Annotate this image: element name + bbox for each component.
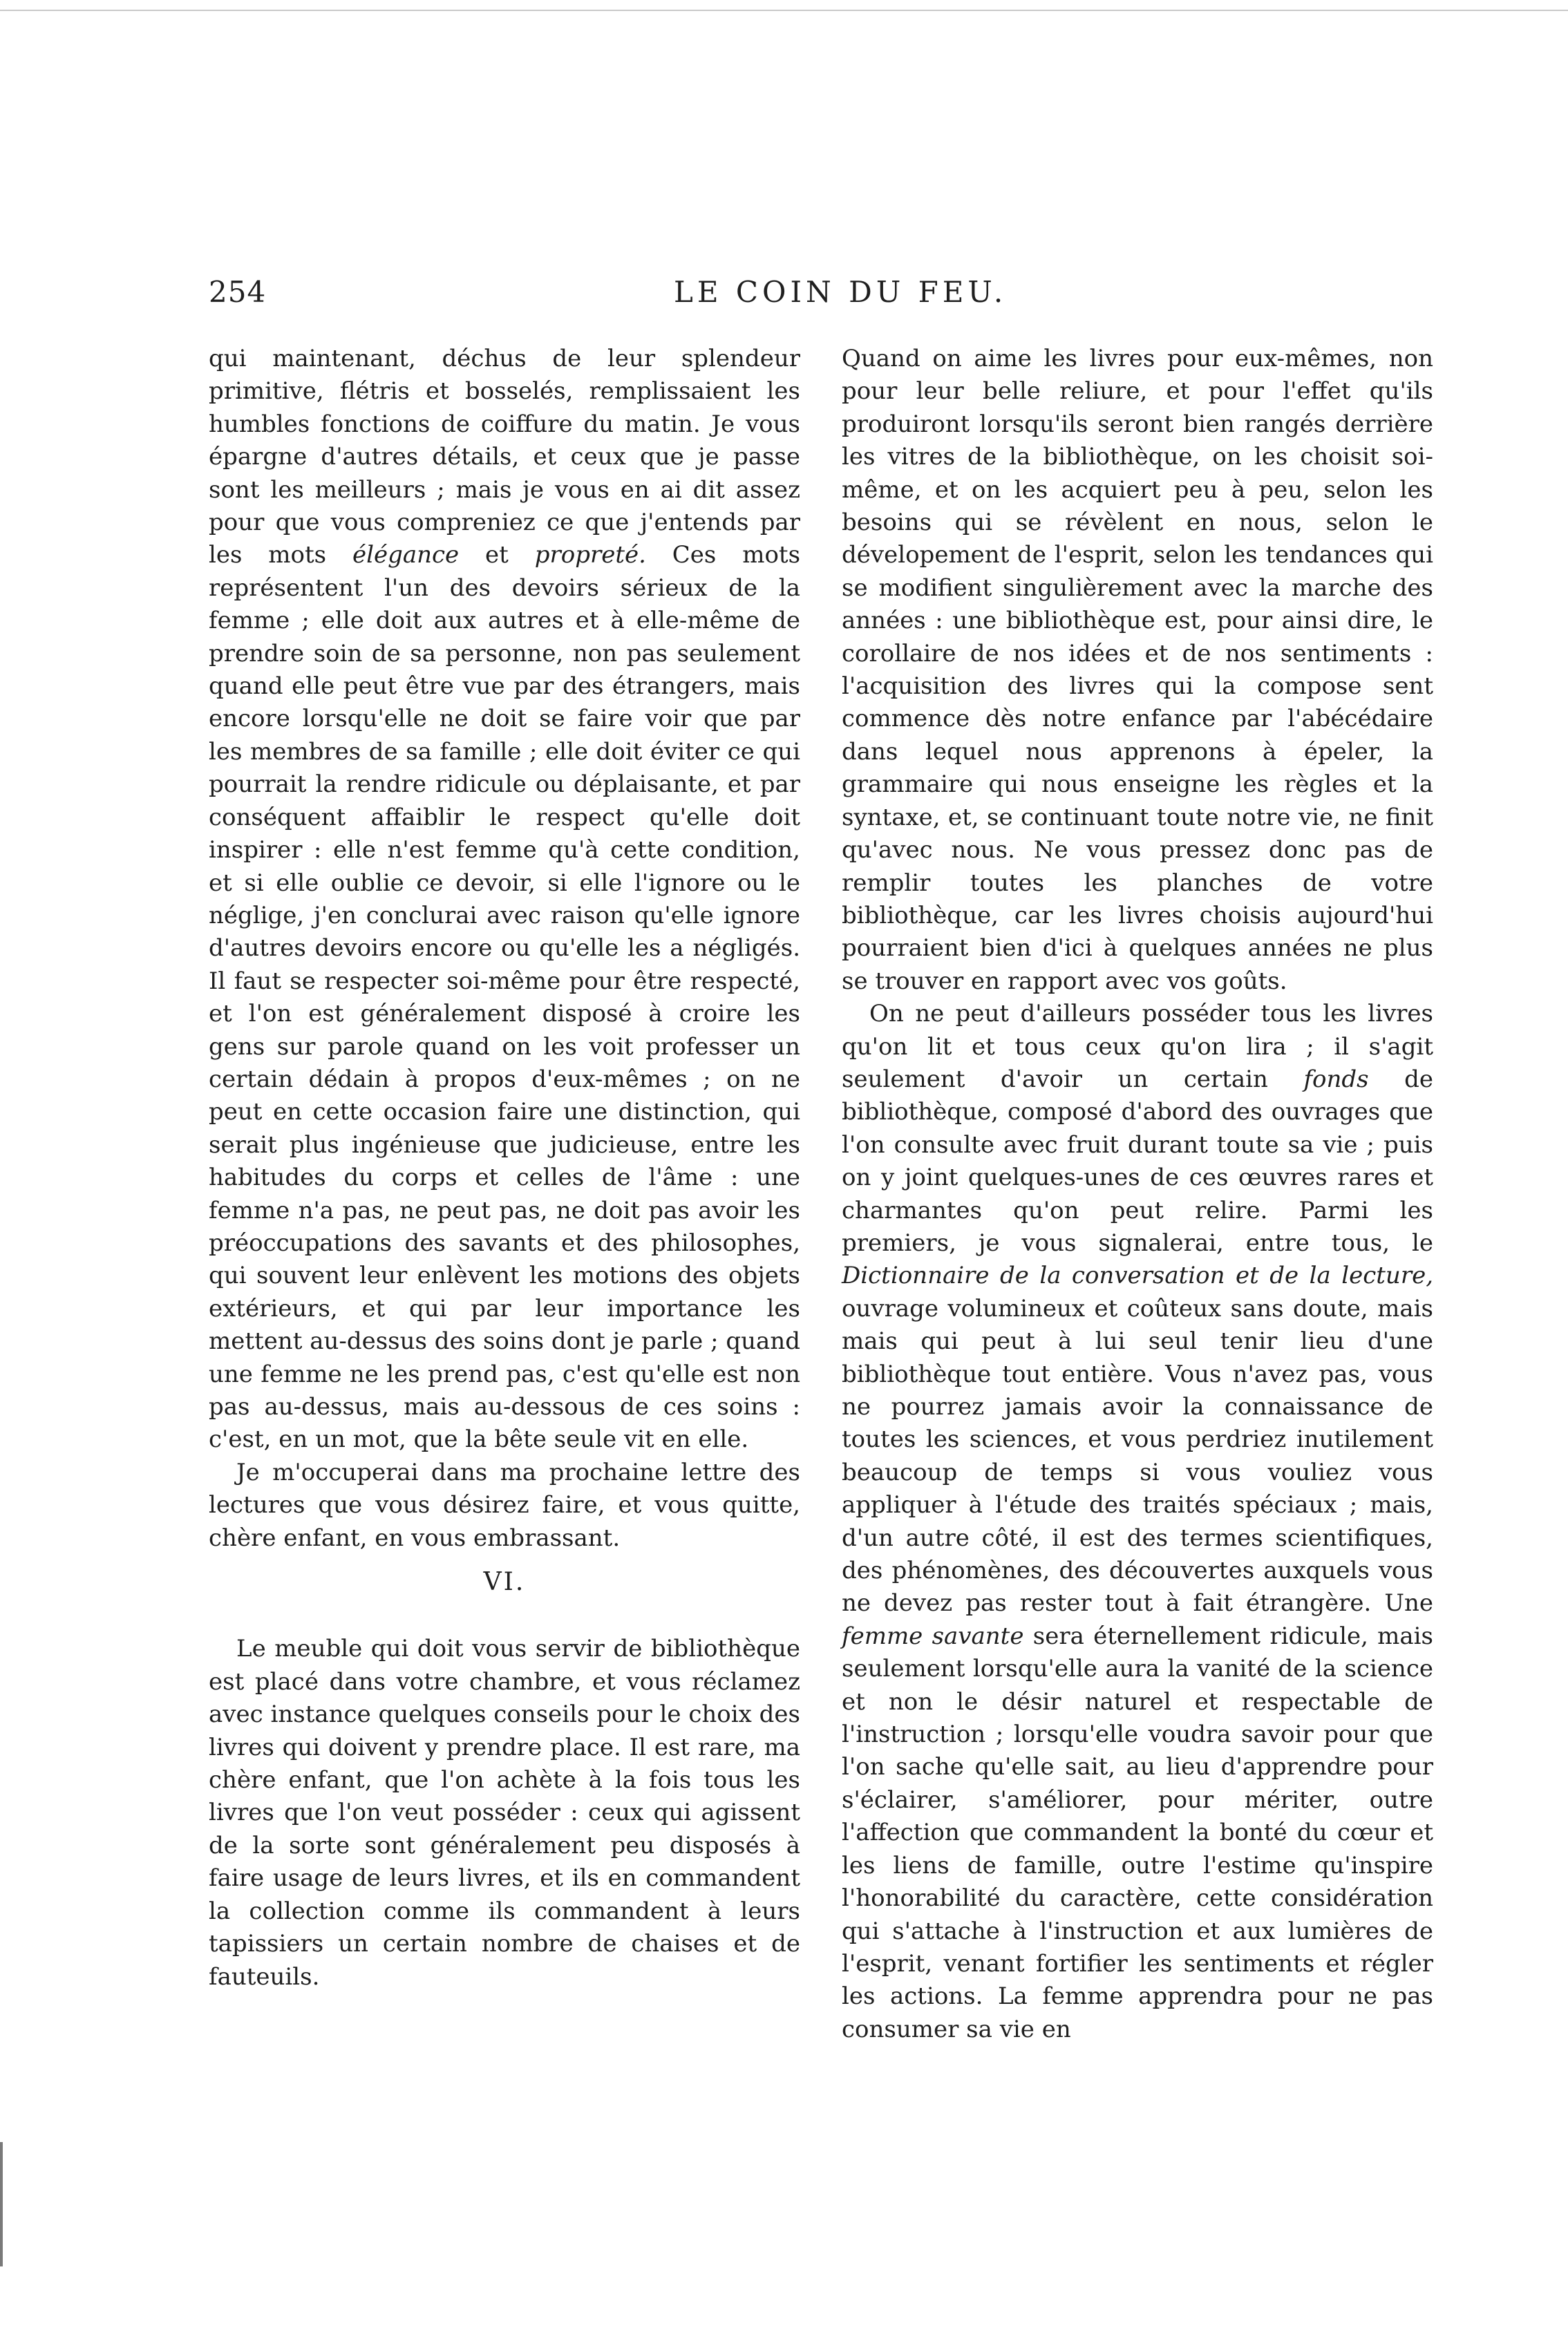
right-p2-text-d: sera éternellement ridicule, mais seulement lorsqu'elle aura la vanité de la science et non le désir naturel et respectable de l'instruction ; lorsqu'elle voudra savoir pour que l'on sache qu'elle sait, au lieu d'apprendre pour s'éclairer, s'améliorer, pour mériter, outre l'affection que commandent la bonté du cœur et les liens de famille, outre l'estime qu'inspire l'honorabilité du caractère, cette considération qui s'attache à l'instruction et aux lumières de l'esprit, venant fortifier les sentiments et régler les actions. La femme apprendra pour ne pas consumer sa vie en [842, 1622, 1433, 2043]
scan-margin-mark [0, 2142, 3, 2266]
right-p2-text-c: ouvrage volumineux et coûteux sans doute, mais mais qui peut à lui seul tenir lieu d'une bibliothèque tout entière. Vous n'avez pas, vous ne pourrez jamais avoir la connaissance de toutes les sciences, et vous perdriez inutilement beaucoup de temps si vous vouliez vous appliquer à l'étude des traités spéciaux ; mais, d'un autre côté, il est des termes scientifiques, des phénomènes, des découvertes auxquels vous ne devez pas rester tout à fait étrangère. Une [842, 1294, 1433, 1618]
left-column [209, 343, 800, 1994]
right-column [842, 343, 1433, 2046]
left-paragraph-1 [209, 343, 800, 1457]
running-title: LE COIN DU FEU. [674, 275, 1008, 309]
section-heading: VI. [483, 1568, 526, 1597]
italic-femme-savante: femme savante [842, 1622, 1024, 1650]
scan-edge [0, 0, 1568, 11]
left-p1-text: qui maintenant, déchus de leur splendeur primitive, flétris et bosselés, remplissaient les humbles fonctions de coiffure du matin. Je vous épargne d'autres détails, et ceux que je passe sont les meilleurs ; mais je vous en ai dit assez pour que vous compreniez ce que j'entends par les mots [209, 345, 800, 569]
italic-elegance: élégance [352, 541, 460, 569]
right-paragraph-2 [842, 998, 1433, 2046]
left-p1-and: et [485, 541, 509, 569]
right-p2-text-a: On ne peut d'ailleurs posséder tous les livres qu'on lit et tous ceux qu'on lira ; il s'agit seulement d'avoir un certain [842, 1000, 1433, 1093]
italic-proprete: propreté. [534, 541, 646, 569]
right-p2-text-b: de bibliothèque, composé d'abord des ouvrages que l'on consulte avec fruit durant toute sa vie ; puis on y joint quelques-unes de ces œuvres rares et charmantes qu'on peut relire. Parmi les premiers, je vous signalerai, entre tous, le [842, 1065, 1434, 1257]
page-number: 254 [209, 275, 267, 309]
right-paragraph-1: Quand on aime les livres pour eux-mêmes, non pour leur belle reliure, et pour l'effet qu'ils produiront lorsqu'ils seront bien rangés derrière les vitres de la bibliothèque, on les choisit soi-même, et on les acquiert peu à peu, selon les besoins qui se révèlent en nous, selon le dévelopement de l'esprit, selon les tendances qui se modifient singulièrement avec la marche des années : une bibliothèque est, pour ainsi dire, le corollaire de nos idées et de nos sentiments : l'acquisition des livres qui la compose sent commence dès notre enfance par l'abécédaire dans lequel nous apprenons à épeler, la grammaire qui nous enseigne les règles et la syntaxe, et, se continuant toute notre vie, ne finit qu'avec nous. Ne vous pressez donc pas de remplir toutes les planches de votre bibliothèque, car les livres choisis aujourd'hui pourraient bien d'ici à quelques années ne plus se trouver en rapport avec vos goûts. [842, 345, 1433, 995]
italic-dictionnaire: Dictionnaire de la conversation et de la lecture, [842, 1262, 1433, 1290]
left-paragraph-3: Le meuble qui doit vous servir de bibliothèque est placé dans votre chambre, et vous réclamez avec instance quelques conseils pour le choix des livres qui doivent y prendre place. Il est rare, ma chère enfant, que l'on achète à la fois tous les livres que l'on veut posséder : ceux qui agissent de la sorte sont généralement peu disposés à faire usage de leurs livres, et ils en commandent la collection comme ils commandent à leurs tapissiers un certain nombre de chaises et de fauteuils. [209, 1635, 800, 1991]
left-paragraph-2: Je m'occuperai dans ma prochaine lettre des lectures que vous désirez faire, et vous quitte, chère enfant, en vous embrassant. [209, 1458, 800, 1552]
left-p1-rest: Ces mots représentent l'un des devoirs sérieux de la femme ; elle doit aux autres et à elle-même de prendre soin de sa personne, non pas seulement quand elle peut être vue par des étrangers, mais encore lorsqu'elle ne doit se faire voir que par les membres de sa famille ; elle doit éviter ce qui pourrait la rendre ridicule ou déplaisante, et par conséquent affaiblir le respect qu'elle doit inspirer : elle n'est femme qu'à cette condition, et si elle oublie ce devoir, si elle l'ignore ou le néglige, j'en conclurai avec raison qu'elle ignore d'autres devoirs encore ou qu'elle les a négligés. Il faut se respecter soi-même pour être respecté, et l'on est généralement disposé à croire les gens sur parole quand on les voit professer un certain dédain à propos d'eux-mêmes ; on ne peut en cette occasion faire une distinction, qui serait plus ingénieuse que judicieuse, entre les habitudes du corps et celles de l'âme : une femme n'a pas, ne peut pas, ne doit pas avoir les préoccupations des savants et des philosophes, qui souvent leur enlèvent les motions des objets extérieurs, et qui par leur importance les mettent au-dessus des soins dont je parle ; quand une femme ne les prend pas, c'est qu'elle est non pas au-dessus, mais au-dessous de ces soins : c'est, en un mot, que la bête seule vit en elle. [209, 541, 801, 1454]
italic-fonds: fonds [1303, 1065, 1369, 1093]
